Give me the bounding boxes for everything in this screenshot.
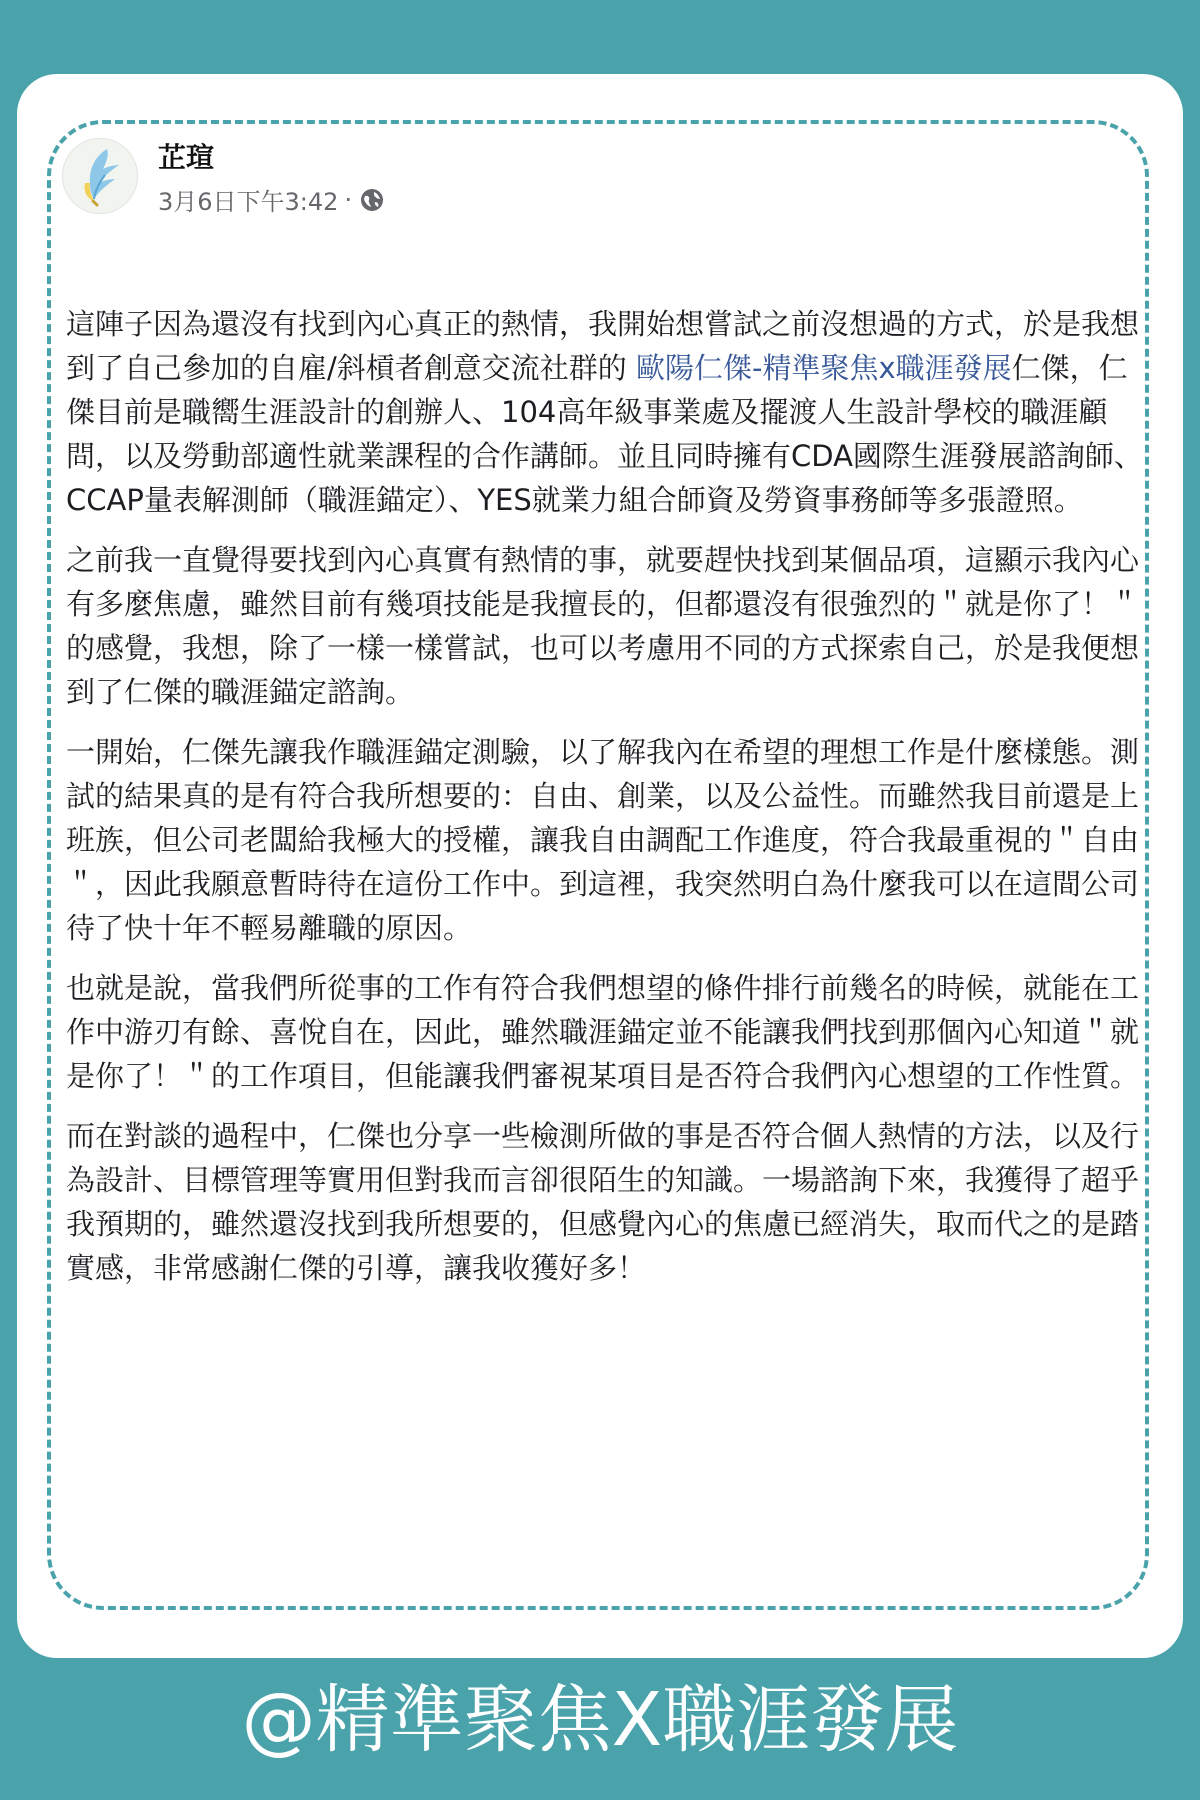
post-paragraph: 一開始，仁傑先讓我作職涯錨定測驗，以了解我內在希望的理想工作是什麼樣態。測試的結果真的是有符合我所想要的：自由、創業，以及公益性。而雖然我目前還是上班族，但公司老闆給我極大的授權，讓我自由調配工作進度，符合我最重視的＂自由＂，因此我願意暫時待在這份工作中。到這裡，我突然明白為什麼我可以在這間公司待了快十年不輕易離職的原因。	[66, 735, 1140, 945]
paragraph-text: 仁傑，仁傑目前是職嚮生涯設計的創辦人、104高年級事業處及擺渡人生設計學校的職涯顧問，以及勞動部適性就業課程的合作講師。並且同時擁有CDA國際生涯發展諮詢師、CCAP量表解測師（職涯錨定）、YES就業力組合師資及勞資事務師等多張證照。	[66, 351, 1143, 517]
post-paragraph	[66, 302, 1154, 522]
post-body	[66, 302, 1154, 1306]
author-name[interactable]: 芷瑄	[158, 141, 215, 174]
avatar[interactable]	[62, 138, 138, 214]
post-paragraph: 也就是說，當我們所從事的工作有符合我們想望的條件排行前幾名的時候，就能在工作中游刃有餘、喜悅自在，因此，雖然職涯錨定並不能讓我們找到那個內心知道＂就是你了！＂的工作項目，但能讓我們審視某項目是否符合我們內心想望的工作性質。	[66, 971, 1140, 1093]
feather-logo-icon	[63, 139, 137, 213]
post-paragraph: 而在對談的過程中，仁傑也分享一些檢測所做的事是否符合個人熱情的方法，以及行為設計、目標管理等實用但對我而言卻很陌生的知識。一場諮詢下來，我獲得了超乎我預期的，雖然還沒找到我所想要的，但感覺內心的焦慮已經消失，取而代之的是踏實感，非常感謝仁傑的引導，讓我收獲好多！	[66, 1119, 1140, 1285]
post-paragraph: 之前我一直覺得要找到內心真實有熱情的事，就要趕快找到某個品項，這顯示我內心有多麼焦慮，雖然目前有幾項技能是我擅長的，但都還沒有很強烈的＂就是你了！＂的感覺，我想，除了一樣一樣嘗試，也可以考慮用不同的方式探索自己，於是我便想到了仁傑的職涯錨定諮詢。	[66, 543, 1140, 709]
mention-link[interactable]: 歐陽仁傑-精準聚焦x職涯發展	[636, 351, 1012, 385]
post-header	[62, 128, 1102, 224]
paragraph-text: 這陣子因為還沒有找到內心真正的熱情，我開始想嘗試之前沒想過的方式，於是我想到了自己參加的自雇/斜槓者創意交流社群的	[66, 307, 1140, 385]
footer-watermark: @精準聚焦X職涯發展	[241, 1677, 959, 1763]
globe-icon	[358, 186, 386, 214]
meta-separator: ·	[344, 185, 353, 214]
post-timestamp[interactable]: 3月6日下午3:42	[158, 188, 339, 216]
post-meta	[158, 182, 386, 217]
